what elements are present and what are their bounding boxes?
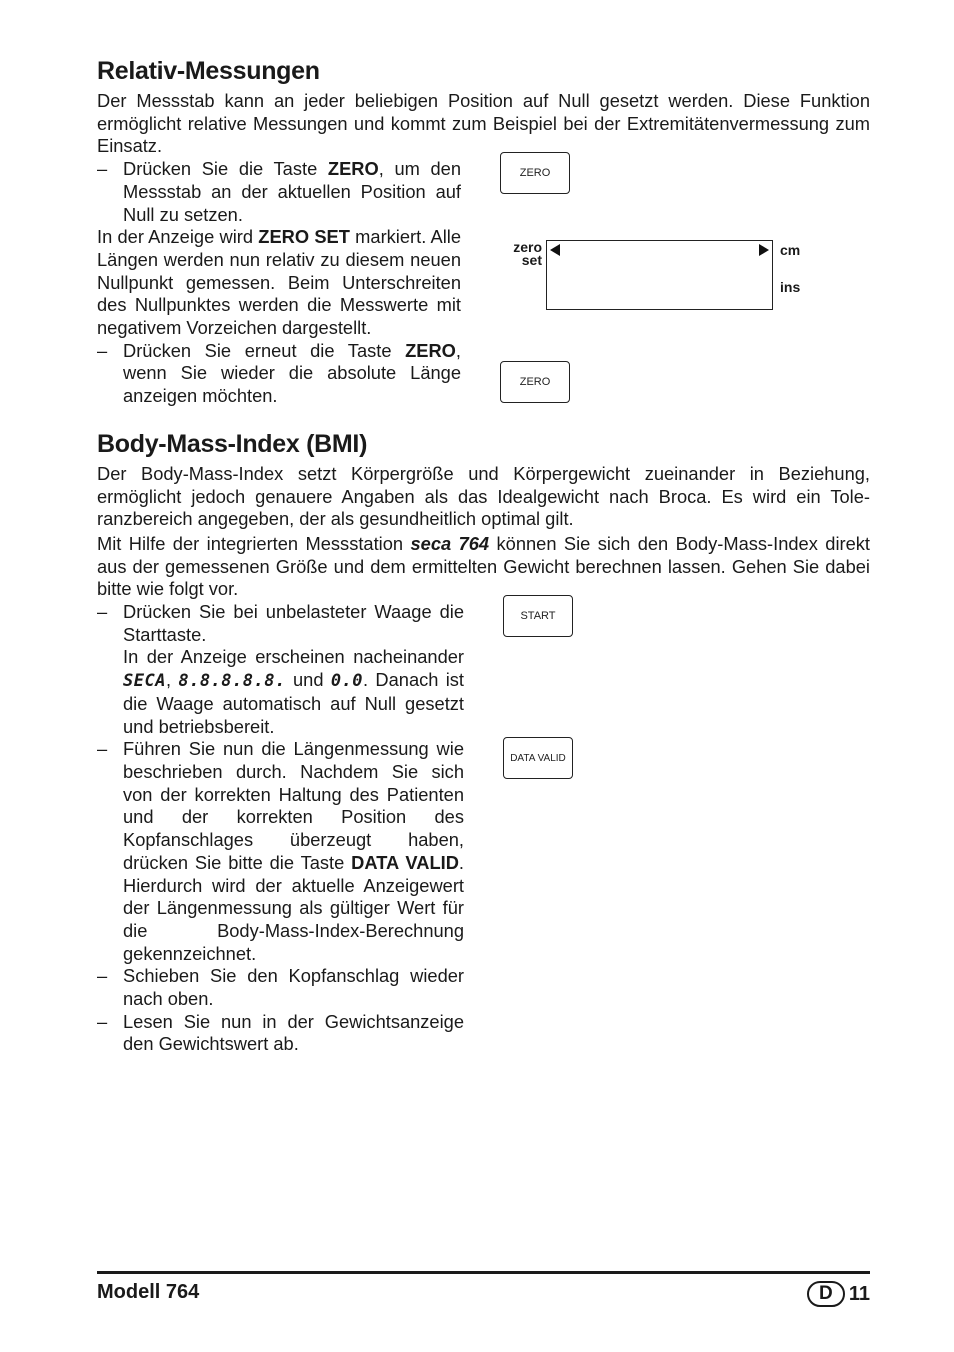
- arrow-left-indicator-icon: [550, 244, 560, 256]
- bullet-press-zero: – Drücken Sie die Taste ZERO, um den Messstab an der aktuellen Position auf Null zu setzen.: [97, 158, 461, 225]
- arrow-right-indicator-icon: [759, 244, 769, 256]
- paragraph-bmi-station: Mit Hilfe der integrierten Messstation seca 764 können Sie sich den Body-Mass-Index direkt aus der gemessenen Größe und dem ermittelten Gewicht berechnen lassen. Gehen Sie dabei bitte wie folgt vor.: [97, 532, 870, 600]
- bullet-length-measurement: – Führen Sie nun die Längenmessung wie beschrieben durch. Nachdem Sie sich von der korrekten Haltung des Patienten und der korrekten Position des Kopfanschlages überzeugt haben, drücken Sie bitte die Taste DATA VALID. Hierdurch wird der aktuelle Anzeigewert der Längenmessung als gültiger Wert für die Body-Mass-Index-Berechnung gekennzeichnet.: [97, 738, 464, 964]
- segment-display-test: 8.8.8.8.8.: [178, 671, 286, 692]
- footer-divider: [97, 1271, 870, 1274]
- bullet-dash: –: [97, 1010, 108, 1032]
- section1-row: [97, 158, 870, 408]
- bullet-dash: –: [97, 339, 108, 361]
- section2-row: [97, 601, 870, 1056]
- bullet-read-weight: – Lesen Sie nun in der Gewichtsanzeige den Gewichtswert ab.: [97, 1010, 464, 1055]
- paragraph-bmi-intro: Der Body-Mass-Index setzt Körpergröße und Körpergewicht zueinander in Beziehung, ermöglicht jedoch genauere Angaben als das Idealgewicht nach Broca. Es wird ein Toleranzbereich angegeben, der als gesundheitlich optimal gilt.: [97, 462, 870, 530]
- zero-button-illustration: ZERO: [500, 152, 570, 194]
- page-number: 11: [848, 1282, 870, 1305]
- footer-page-info: [807, 1281, 870, 1307]
- zero-set-label: ZERO SET: [258, 226, 350, 248]
- heading-bmi: Body-Mass-Index (BMI): [97, 429, 368, 458]
- paragraph-intro-relative: Der Messstab kann an jeder beliebigen Position auf Null gesetzt werden. Diese Funktion ermöglicht relative Messungen und kommt zum Beispiel bei der Extremitätenvermessung zum Einsatz.: [97, 90, 870, 157]
- key-zero-label: ZERO: [327, 158, 379, 180]
- unit-ins-label: ins: [780, 279, 801, 296]
- zero-button-illustration-2: ZERO: [500, 361, 570, 403]
- unit-cm-label: cm: [780, 242, 801, 259]
- bullet-press-zero-again: – Drücken Sie erneut die Taste ZERO, wenn Sie wieder die absolute Länge anzeigen möchten.: [97, 339, 461, 407]
- section2-text-column: [97, 601, 464, 1056]
- display-panel: [546, 240, 773, 310]
- bullet-dash: –: [97, 601, 108, 623]
- segment-display-zero: 0.0: [330, 671, 364, 692]
- language-badge: D: [807, 1281, 845, 1307]
- data-valid-button-illustration: DATA VALID: [503, 737, 573, 779]
- bullet-dash: –: [97, 965, 108, 987]
- heading-relativ-messungen: Relativ-Messungen: [97, 57, 320, 85]
- key-zero-label: ZERO: [405, 339, 456, 361]
- display-zero-set-label: zero set: [513, 239, 542, 269]
- bullet-press-start: – Drücken Sie bei unbelasteter Waage die Starttaste.: [97, 601, 464, 645]
- segment-display-seca: SECA: [123, 671, 166, 692]
- bullet-head-stop: – Schieben Sie den Kopfanschlag wieder nach oben.: [97, 965, 464, 1010]
- page-content: [97, 55, 870, 1056]
- section1-text-column: [97, 158, 461, 408]
- paragraph-zero-set: In der Anzeige wird ZERO SET markiert. Alle Längen werden nun relativ zu diesem neuen Nullpunkt gemessen. Beim Unterschreiten des Nullpunktes werden die Messwerte mit negativem Vorzeichen dargestellt.: [97, 226, 462, 339]
- bullet-dash: –: [97, 738, 108, 760]
- key-data-valid-label: DATA VALID: [351, 851, 459, 873]
- start-button-illustration: START: [503, 595, 573, 637]
- continuation-display-sequence: In der Anzeige erscheinen nacheinander SECA, 8.8.8.8.8. und 0.0. Danach ist die Waage automatisch auf Null gesetzt und betriebsbereit.: [123, 646, 464, 737]
- brand-seca-764: seca 764: [410, 532, 490, 554]
- bullet-dash: –: [97, 158, 108, 180]
- footer-model: Modell 764: [97, 1281, 200, 1303]
